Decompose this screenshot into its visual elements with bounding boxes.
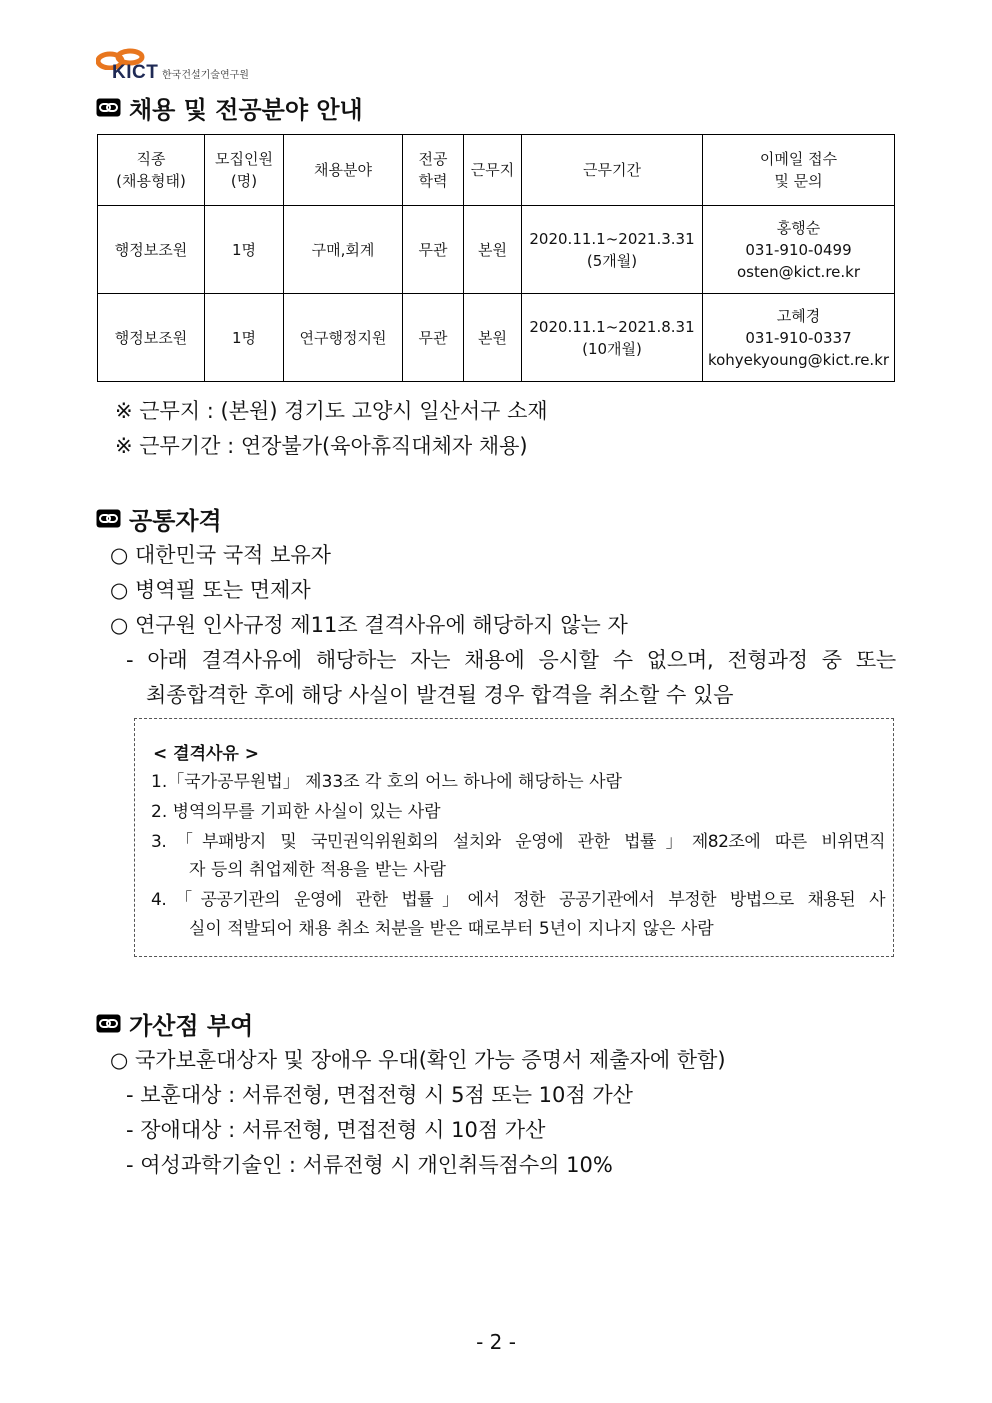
cell-contact: 홍행순 031-910-0499 osten@kict.re.kr	[703, 206, 895, 294]
cell-contact: 고혜경 031-910-0337 kohyekyoung@kict.re.kr	[703, 294, 895, 382]
qualification-item: ○ 연구원 인사규정 제11조 결격사유에 해당하지 않는 자	[110, 613, 628, 637]
cell-count: 1명	[205, 206, 284, 294]
cell-job-type: 행정보조원	[98, 294, 205, 382]
section-heading-bonus	[96, 1006, 253, 1041]
qualification-item: ○ 대한민국 국적 보유자	[110, 543, 331, 567]
qualification-detail: 최종합격한 후에 해당 사실이 발견될 경우 합격을 취소할 수 있음	[146, 683, 734, 707]
bonus-item: ○ 국가보훈대상자 및 장애우 우대(확인 가능 증명서 제출자에 한함)	[110, 1048, 726, 1072]
contact-email: osten@kict.re.kr	[736, 262, 861, 281]
disqualification-line: 3.「부패방지 및 국민권익위원회의 설치와 운영에 관한 법률」제82조에 따른 비위면직	[151, 832, 885, 852]
header-count: 모집인원 (명)	[205, 135, 284, 206]
disqualification-title: < 결격사유 >	[153, 744, 260, 764]
qualification-item: ○ 병역필 또는 면제자	[110, 578, 311, 602]
cell-field: 연구행정지원	[284, 294, 403, 382]
qualification-detail: - 아래 결격사유에 해당하는 자는 채용에 응시할 수 없으며, 전형과정 중 또는	[126, 648, 896, 672]
header-major: 전공 학력	[403, 135, 464, 206]
disqualification-line: 실이 적발되어 채용 취소 처분을 받은 때로부터 5년이 지나지 않은 사람	[189, 919, 714, 939]
disqualification-line: 4.「공공기관의 운영에 관한 법률」에서 정한 공공기관에서 부정한 방법으로 채용된 사	[151, 890, 885, 910]
section-heading-qualify	[96, 501, 222, 536]
kict-logo	[96, 48, 296, 82]
cell-location: 본원	[464, 206, 522, 294]
cell-period: 2020.11.1~2021.3.31 (5개월)	[522, 206, 703, 294]
header-contact: 이메일 접수 및 문의	[703, 135, 895, 206]
bonus-detail: - 여성과학기술인 : 서류전형 시 개인취득점수의 10%	[126, 1153, 613, 1177]
cell-count: 1명	[205, 294, 284, 382]
header-location: 근무지	[464, 135, 522, 206]
contact-email: kohyekyoung@kict.re.kr	[707, 350, 890, 369]
logo-subtitle: 한국건설기술연구원	[162, 70, 249, 81]
table-header-row	[98, 135, 895, 206]
header-period: 근무기간	[522, 135, 703, 206]
header-job-type: 직종 (채용형태)	[98, 135, 205, 206]
page-number: - 2 -	[476, 1330, 516, 1354]
cell-field: 구매,회계	[284, 206, 403, 294]
link-icon	[96, 509, 121, 528]
cell-major: 무관	[403, 206, 464, 294]
cell-period: 2020.11.1~2021.8.31 (10개월)	[522, 294, 703, 382]
disqualification-line: 1.「국가공무원법」 제33조 각 호의 어느 하나에 해당하는 사람	[151, 772, 622, 792]
bonus-detail: - 보훈대상 : 서류전형, 면접전형 시 5점 또는 10점 가산	[126, 1083, 633, 1107]
recruitment-table	[97, 134, 895, 382]
table-row	[98, 206, 895, 294]
table-row	[98, 294, 895, 382]
cell-major: 무관	[403, 294, 464, 382]
disqualification-line: 2. 병역의무를 기피한 사실이 있는 사람	[151, 802, 441, 822]
section-title: 채용 및 전공분야 안내	[129, 96, 363, 124]
cell-location: 본원	[464, 294, 522, 382]
cell-job-type: 행정보조원	[98, 206, 205, 294]
note-location: ※ 근무지 : (본원) 경기도 고양시 일산서구 소재	[115, 399, 548, 423]
section-title: 공통자격	[129, 507, 222, 535]
section-title: 가산점 부여	[129, 1012, 254, 1040]
note-period: ※ 근무기간 : 연장불가(육아휴직대체자 채용)	[115, 434, 528, 458]
disqualification-line: 자 등의 취업제한 적용을 받는 사람	[189, 860, 446, 880]
disqualification-box	[134, 718, 894, 957]
link-icon	[96, 98, 121, 117]
header-field: 채용분야	[284, 135, 403, 206]
bonus-detail: - 장애대상 : 서류전형, 면접전형 시 10점 가산	[126, 1118, 546, 1142]
logo-text: KICT	[112, 62, 159, 83]
section-heading-recruit	[96, 90, 363, 125]
link-icon	[96, 1014, 121, 1033]
